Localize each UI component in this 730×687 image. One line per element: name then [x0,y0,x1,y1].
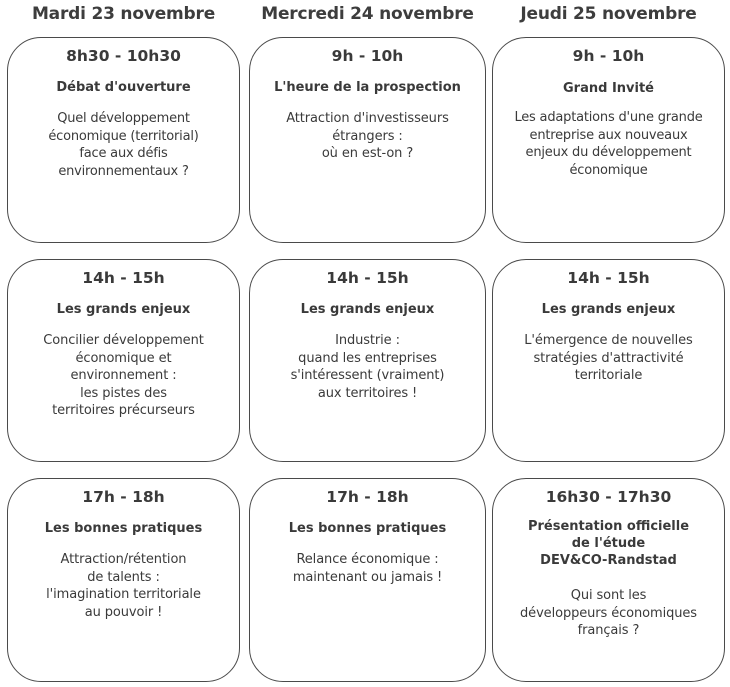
session-card [492,478,725,682]
session-time: 8h30 - 10h30 [66,47,181,65]
session-description: Qui sont les développeurs économiques français ? [520,588,697,638]
session-description: Attraction d'investisseurs étrangers : où en est-on ? [286,111,449,161]
session-description: Relance économique : maintenant ou jamais ! [292,552,443,585]
session-card [492,37,725,243]
session-card [249,37,486,243]
day-header-wednesday: Mercredi 24 novembre [261,4,474,24]
session-card [492,259,725,462]
session-card [249,478,486,682]
session-description: L'émergence de nouvelles stratégies d'attractivité territoriale [524,333,693,383]
session-description: Les adaptations d'une grande entreprise aux nouveaux enjeux du développement économique [514,110,703,178]
session-title: Grand Invité [563,81,654,96]
session-card [7,478,240,682]
session-card [7,37,240,243]
session-time: 9h - 10h [572,47,645,65]
session-card [7,259,240,462]
session-time: 14h - 15h [567,269,650,287]
session-time: 16h30 - 17h30 [545,488,672,506]
session-description: Attraction/rétention de talents : l'imagination territoriale au pouvoir ! [46,552,201,620]
session-title: Présentation officielle de l'étude DEV&CO-Randstad [527,519,690,568]
session-time: 14h - 15h [82,269,165,287]
session-title: Les grands enjeux [56,302,191,317]
session-title: Débat d'ouverture [56,80,191,95]
session-title: L'heure de la prospection [274,80,461,95]
session-card [249,259,486,462]
session-title: Les bonnes pratiques [44,521,203,536]
session-time: 9h - 10h [331,47,404,65]
session-title: Les grands enjeux [541,302,676,317]
session-title: Les grands enjeux [300,302,435,317]
session-title: Les bonnes pratiques [288,521,447,536]
session-time: 14h - 15h [326,269,409,287]
session-description: Concilier développement économique et environnement : les pistes des territoires précurseurs [43,333,204,418]
day-header-tuesday: Mardi 23 novembre [31,4,216,24]
session-description: Quel développement économique (territorial) face aux défis environnementaux ? [48,111,199,179]
session-time: 17h - 18h [82,488,165,506]
session-description: Industrie : quand les entreprises s'intéressent (vraiment) aux territoires ! [290,333,445,401]
day-header-thursday: Jeudi 25 novembre [520,4,697,24]
session-time: 17h - 18h [326,488,409,506]
